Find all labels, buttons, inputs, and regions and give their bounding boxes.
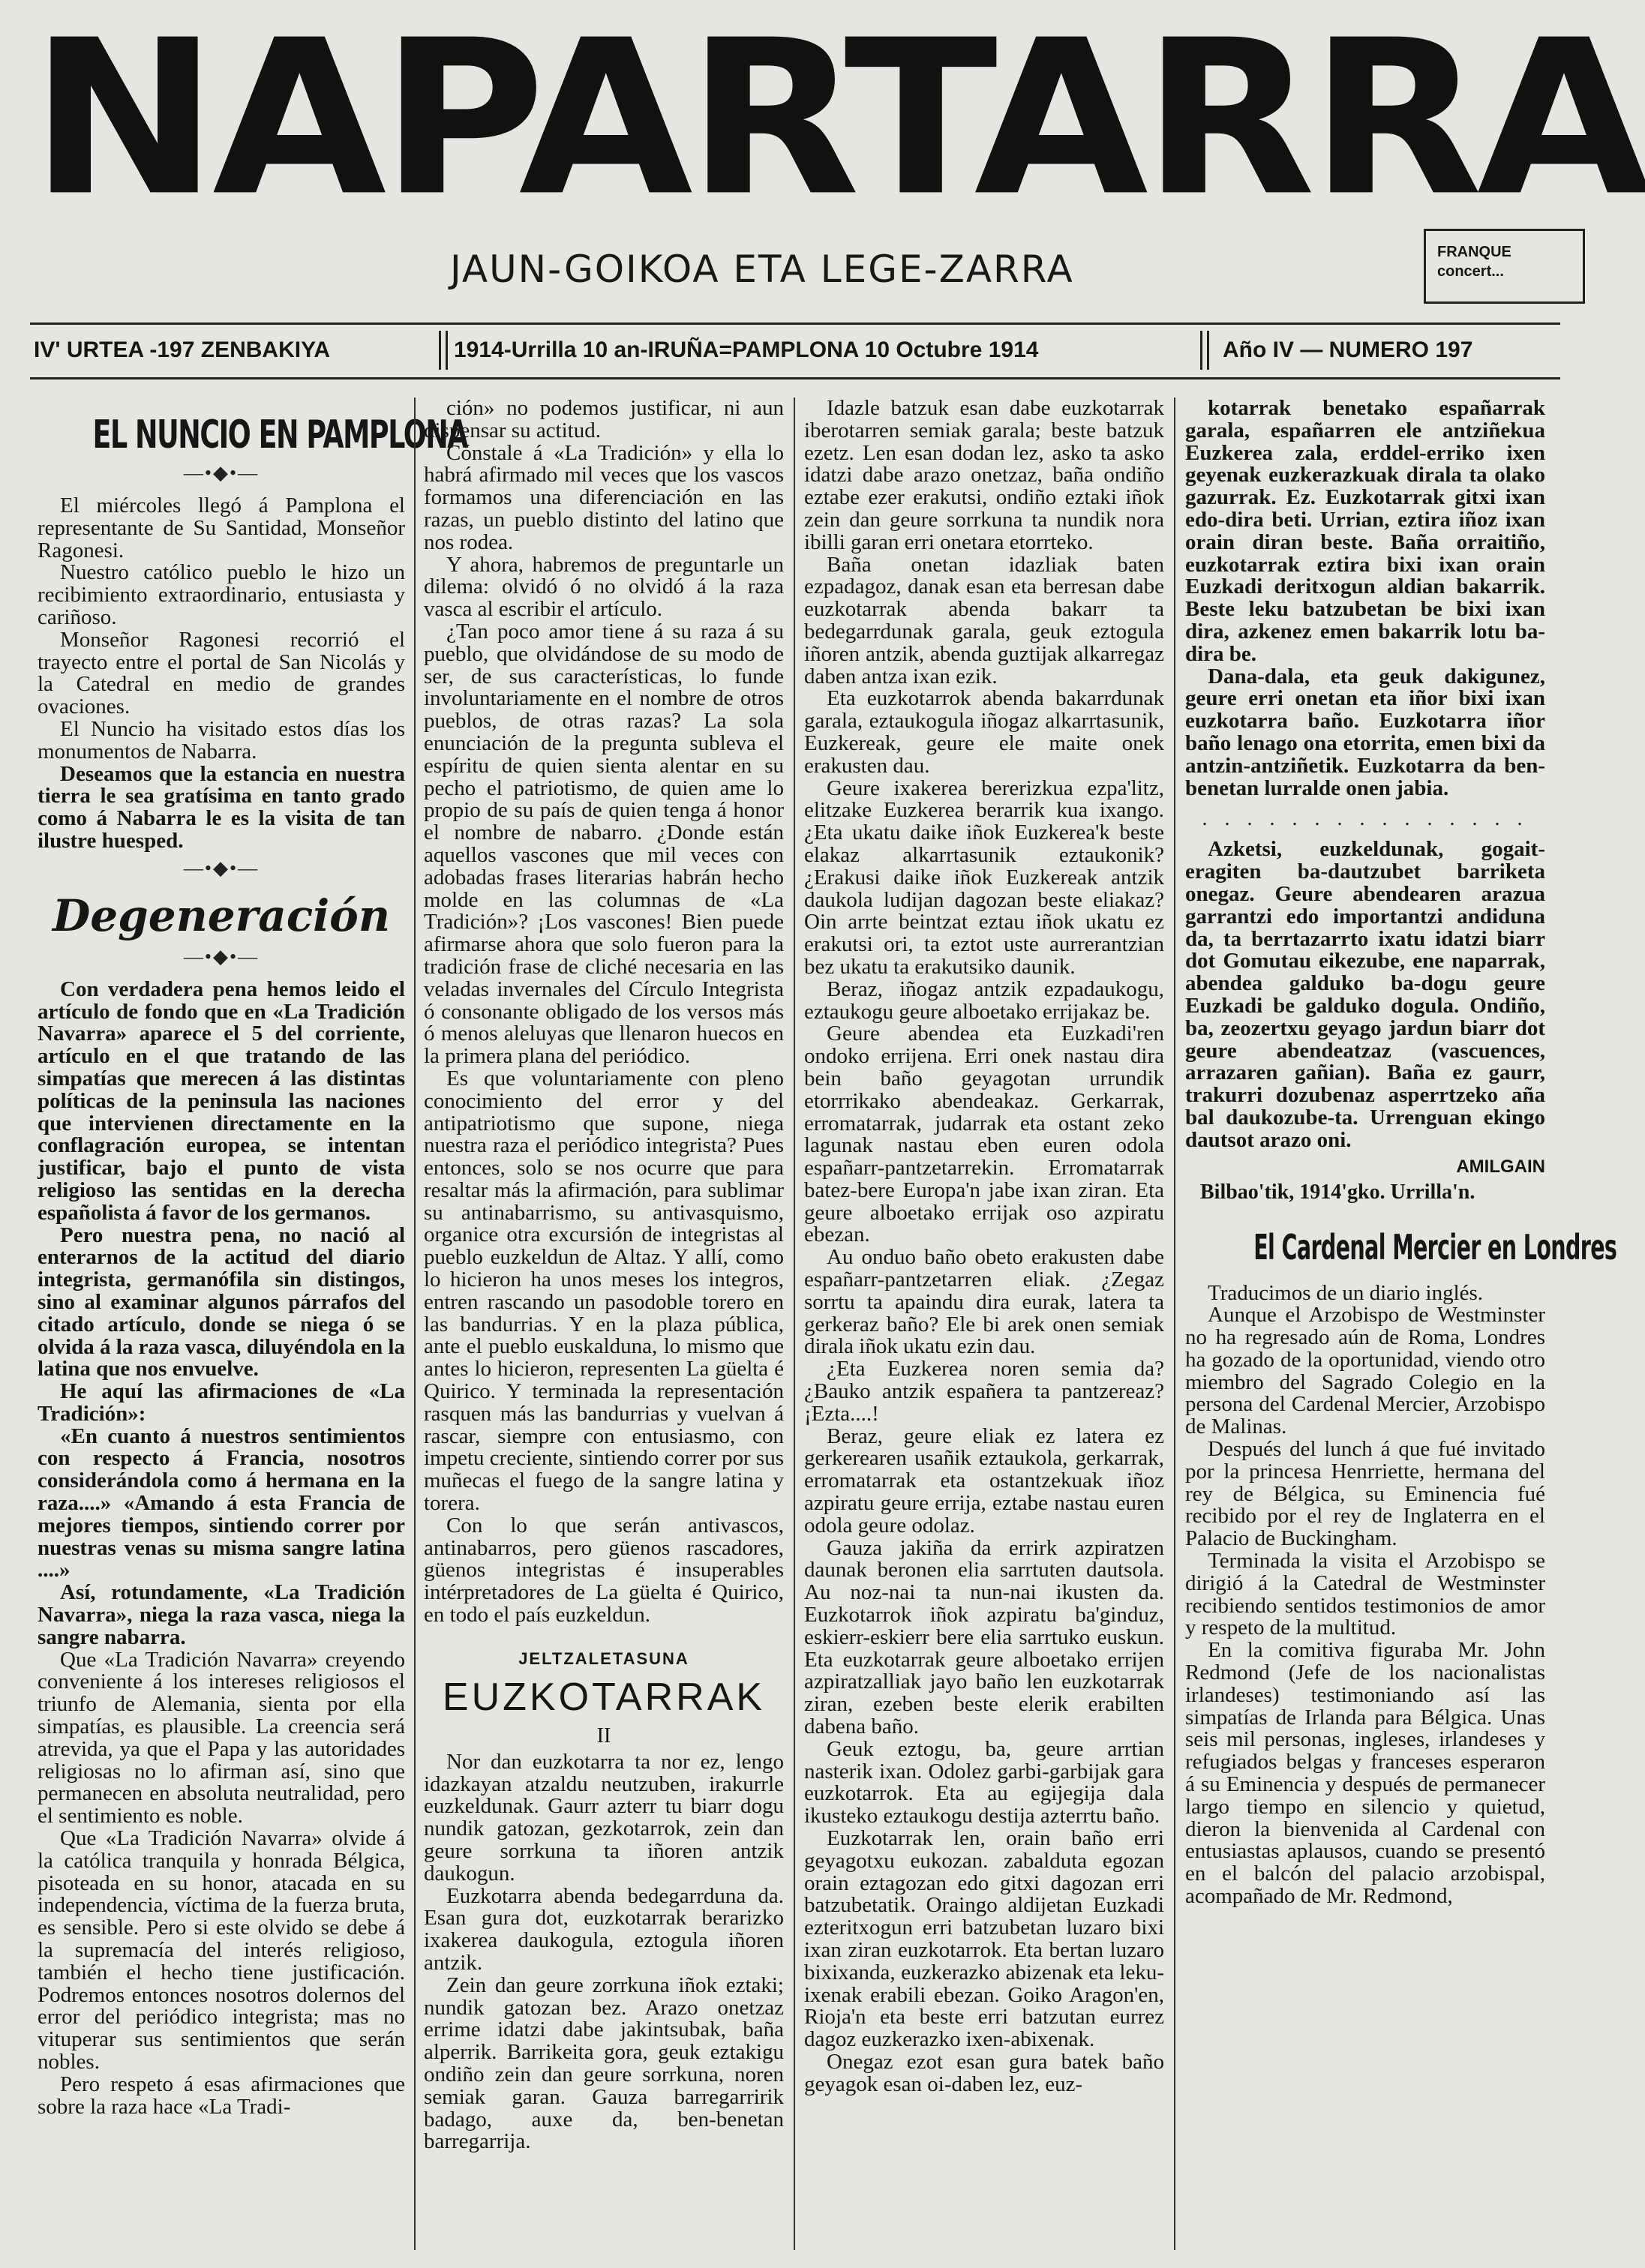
dotted-separator: . . . . . . . . . . . . . . .	[1202, 807, 1529, 831]
paragraph: Nuestro católico pueblo le hizo un recibimiento extraordinario, entusiasta y cariñoso.	[38, 560, 405, 629]
paragraph: ¿Tan poco amor tiene á su raza á su pueblo, que olvidándose de su modo de ser, de sus características, lo funde involuntariamente en el nombre de otros pueblos, de otras razas? La sola enunciación de la pregunta subleva el espíritu de quien sienta alentar en su pecho el patriotismo, de quien ame lo propio de su país de quien tenga á honor el nombre de nabarro. ¿Donde están aquellos vascones que mil veces con adobadas frases literarias habrán hecho molde en las columnas de «La Tradición»? ¡Los vascones! Bien puede afirmarse ahora que solo fueron para la tradición frase de cliché necesaria en las veladas invernales del Círculo Integrista ó consonante obligado de los versos más ó menos aleluyas que llenaron huecos en la primera plana del periódico.	[424, 619, 784, 1069]
dateline-divider	[1200, 331, 1209, 370]
paragraph: Onegaz ezot esan gura batek baño geyagok esan oi-daben lez, euz-	[804, 2049, 1164, 2096]
paragraph: Eta euzkotarrok abenda bakarrdunak garala, eztaukogula iñogaz alkarrtasunik, Euzkereak, geure ele maite onek erakusten dau.	[804, 686, 1164, 778]
paragraph: Es que voluntariamente con pleno conocimiento del error y del antipatriotismo que supone, niega nuestra raza el periódico integrista? Pues entonces, solo se nos ocurre que para resaltar más la afirmación, para sublimar su antinabarrismo, su antivasquismo, organice otra excursión de integristas al pueblo euzkeldun de Altaz. Y allí, como lo hicieron ha unos meses los integros, entren rascando un pasodoble torero en las bandurrias. Y en la plaza pública, ante el pueblo euskalduna, lo mismo que antes lo hicieron, representen La güelta é Quirico. Y terminada la representación rasquen más las bandurrias y vuelvan á rascar, siempre con entusiasmo, con impetu creciente, sintiendo correr por sus muñecas el fuego de la sangre latina y torera.	[424, 1066, 784, 1516]
paragraph: Después del lunch á que fué invitado por la princesa Henrriette, hermana del rey de Bélgica, su Eminencia fué recibido por el rey de Inglaterra en el Palacio de Buckingham.	[1185, 1437, 1545, 1551]
dateline-divider	[439, 331, 448, 370]
paragraph: Cónstale á «La Tradición» y ella lo habrá afirmado mil veces que los vascos formamos una diferenciación en las razas, un pueblo distinto del latino que nos rodea.	[424, 440, 784, 554]
paragraph: Geure abendea eta Euzkadi'ren ondoko errijena. Erri onek nastau dira bein baño geyagotan urrundik etorrrikako abendeakaz. Gerkarrak, erromatarrak, judarrak eta ostant zeko lagunak nastau eben euren odola españarr-pantzetarrekin. Erromatarrak batez-bere Europa'n jabe ixan ziran. Eta geure alboetako errijak oso azpiratu ebezan.	[804, 1022, 1164, 1247]
paragraph: Pero nuestra pena, no nació al enterarnos de la actitud del diario integrista, germanófila sin distingos, sino al examinar algunos párrafos del citado artículo, donde se niega ó se olvida á la raza vasca, diluyéndola en la latina que nos envuelve.	[38, 1222, 405, 1382]
author-signature: AMILGAIN	[1456, 1156, 1545, 1177]
dateline-issue-basque: IV' URTEA -197 ZENBAKIYA	[34, 338, 330, 362]
paragraph: Nor dan euzkotarra ta nor ez, lengo idazkayan atzaldu neutzuben, irakurrle euzkeldunak. Gaurr azterr tu biarr dogu nundik gatozan, gezkotarrok, zein dan geure sorrkuna ta iñoren antzik daukogun.	[424, 1749, 784, 1886]
paragraph: Geure ixakerea bererizkua ezpa'litz, elitzake Euzkerea berarrik kua ixango. ¿Eta ukatu daike iñok Euzkerea'k beste elakaz alkarrtasunik eztaukonik? ¿Erakusi daike iñok Euzkereak antzik daukola ludijan dagozan beste eliakaz? Oin arrte beintzat eztau iñok ukatu ez erakutsi ori, ta eztot uste aurrerantzian bez ukatu ta erakutsiko daunik.	[804, 776, 1164, 979]
dateline-issue-spanish: Año IV — NUMERO 197	[1223, 338, 1473, 362]
paragraph: Dana-dala, eta geuk dakigunez, geure erri onetan eta iñor bixi ixan euzkotarra baño. Euzkotarra iñor baño lenago ona etorrita, emen bixi da antzin-antziñetik. Euzkotarra da ben-benetan lurralde onen jabia.	[1185, 664, 1545, 800]
column-rule	[1174, 398, 1175, 2250]
paragraph: Baña onetan idazliak baten ezpadagoz, danak esan eta berresan dabe euzkotarrak abenda bakarr ta bedegarrdunak garala, geuk eztogula iñoren antzik, abenda guztijak alkarregaz daben antza ixan ezik.	[804, 552, 1164, 688]
column-3	[804, 398, 1164, 2250]
headline-degeneracion: Degeneración	[52, 890, 391, 941]
paragraph: El Nuncio ha visitado estos días los monumentos de Nabarra.	[38, 716, 405, 764]
section-kicker: JELTZALETASUNA	[518, 1648, 689, 1668]
masthead-title: NAPARTARRA	[30, 0, 1645, 243]
paragraph: ¿Eta Euzkerea noren semia da? ¿Bauko antzik españera ta pantzereaz? ¡Ezta....!	[804, 1357, 1164, 1426]
column-4	[1185, 396, 1617, 2250]
dateline-bar	[30, 322, 1560, 380]
paragraph: Con verdadera pena hemos leido el artículo de fondo que en «La Tradición Navarra» aparece el 5 del corriente, artículo en el que tratando de las simpatías que merecen á las distintas políticas de la peninsula las naciones que intervienen directamente en la conflagración europea, se intentan justificar, bajo el punto de vista religioso las sentidas en la derecha españolista á favor de los germanos.	[38, 976, 405, 1225]
column-rule	[414, 398, 416, 2250]
ornament: —•◆•—	[183, 462, 260, 484]
paragraph: Que «La Tradición Navarra» olvide á la católica tranquila y honrada Bélgica, pisoteada en su honor, atacada en su independencia, víctima de la fuerza bruta, es sensible. Pero si este olvido se debe á la supremacía del interés religioso, también el hecho tiene justificación. Podremos entonces nosotros dolernos del error del periódico integrista; mas no vituperar sus sentimientos que serán nobles.	[38, 1826, 405, 2074]
paragraph: kotarrak benetako españarrak garala, españarren ele antziñekua Euzkerea zala, erddel-erriko ixen geyenak euzkerazkuak dirala ta olako gazurrak. Ez. Euzkotarrak gitxi ixan edo-dira beti. Urrian, eztira iñoz ixan orain diran beste. Baña orraitiño, euzkotarrak eztira bixi ixan orain Euzkadi deritxogun aldian bakarrik. Beste leku batzubetan be bixi ixan dira, azkenez emen bakarrik lotu ba-dira be.	[1185, 396, 1545, 666]
paragraph: Gauza jakiña da errirk azpiratzen daunak beronen elia sarrtuten dautsola. Au noz-nai ta nun-nai ikusten da. Euzkotarrok iñok azpiratu ba'ginduz, eskierr-eskierr bere elia sarrtuko euskun. Eta euzkotarrak geure alboetako errijen azpiratzalliak jayo baño len euzkotarrak ziran, ezeben beste elerik erabilten dabena baño.	[804, 1535, 1164, 1739]
paragraph: Euzkotarra abenda bedegarrduna da. Esan gura dot, euzkotarrak berarizko ixakerea daukogula, eztogula iñoren antzik.	[424, 1883, 784, 1975]
paragraph: He aquí las afirmaciones de «La Tradición»:	[38, 1379, 405, 1426]
paragraph: Terminada la visita el Arzobispo se dirigió á la Catedral de Westminster recibiendo sentidos testimonios de amor y respeto de la multitud.	[1185, 1549, 1545, 1640]
paragraph: ción» no podemos justificar, ni aun dispensar su actitud.	[424, 396, 784, 442]
paragraph: Con lo que serán antivascos, antinabarros, pero güenos rascadores, güenos integristas é insuperables intérpretadores de La güelta é Quirico, en todo el país euzkeldun.	[424, 1513, 784, 1628]
paragraph: Au onduo baño obeto erakusten dabe españarr-pantzetarren eliak. ¿Zegaz sorrtu ta apaindu dira eurak, latera ta gerkeraz baño? Ele bi arek onen semiak dirala iñok ukatu ezin dau.	[804, 1245, 1164, 1359]
paragraph: El miércoles llegó á Pamplona el representante de Su Santidad, Monseñor Ragonesi.	[38, 494, 405, 562]
column-2	[424, 398, 784, 2250]
paragraph: Así, rotundamente, «La Tradición Navarra», niega la raza vasca, niega la sangre nabarra.	[38, 1580, 405, 1649]
ornament: —•◆•—	[183, 856, 260, 879]
paragraph: Zein dan geure zorrkuna iñok eztaki; nundik gatozan bez. Arazo onetzaz errime idatzi dabe jakintsubak, baña alperrik. Barrikeita gora, geuk eztakigu ondiño zein dan geure sorrkuna, noren semiak garan. Gauza barregarririk badago, auxe da, ben-benetan barregarrija.	[424, 1972, 784, 2154]
paragraph: «En cuanto á nuestros sentimientos con respecto á Francia, nosotros considerándola como á hermana en la raza....» «Amando á esta Francia de mejores tiempos, sintiendo correr por nuestras venas su misma sangre latina ....»	[38, 1424, 405, 1582]
paragraph: Azketsi, euzkeldunak, gogait-eragiten ba-dautzubet barriketa onegaz. Geure abendearen arazua garrantzi edo importantzi andiduna da, ta berrtazarrto ixatu idatzi biarr dot Gomutau eikezube, ene naparrak, abendea galduko ba-dogu geure Euzkadi be galduko dogula. Ondiño, ba, zeozertxu geyago jardun biarr dot geure abendeatzaz (vascuences, arrazaren gañian). Baña ez gaurr, trakurri dozubenaz asperrtzeko aña bal daukozube-ta. Urrenguan ekingo dautsot arazo oni.	[1185, 837, 1545, 1152]
paragraph: Idazle batzuk esan dabe euzkotarrak iberotarren semiak garala; beste batzuk ezetz. Len esan dodan lez, asko ta asko idatzi dabe arazo onetzaz, baña ondiño eztabe ezer erakutsi, ondiño eztaki iñok zein dan geure sorrkuna ta nundik nora ibilli garan erri onetara etorrteko.	[804, 396, 1164, 554]
paragraph: Deseamos que la estancia en nuestra tierra le sea gratísima en tanto grado como á Nabarra le es la visita de tan ilustre huesped.	[38, 761, 405, 853]
masthead-motto: JAUN-GOIKOA ETA LEGE-ZARRA	[450, 248, 1074, 291]
part-number: II	[596, 1724, 611, 1748]
paragraph: En la comitiva figuraba Mr. John Redmond (Jefe de los nacionalistas irlandeses) testimoniando así las simpatías de Irlanda para Bélgica. Unas seis mil personas, ingleses, irlandeses y refugiados belgas y franceses esperaron á su Eminencia y después de permanecer largo tiempo en silencio y quietud, dieron la bienvenida al Cardenal con entusiastas aplausos, cuando se presentó en el balcón del palacio arzobispal, acompañado de Mr. Redmond,	[1185, 1638, 1545, 1909]
paragraph: Pero respeto á esas afirmaciones que sobre la raza hace «La Tradi-	[38, 2072, 405, 2119]
ornament: —•◆•—	[183, 945, 260, 968]
headline-euzkotarrak: EUZKOTARRAK	[442, 1675, 766, 1719]
paragraph: Monseñor Ragonesi recorrió el trayecto entre el portal de San Nicolás y la Catedral en medio de grandes ovaciones.	[38, 627, 405, 719]
franqueo-box: FRANQUE concert...	[1424, 229, 1585, 304]
paragraph: Y ahora, habremos de preguntarle un dilema: olvidó ó no olvidó á la raza vasca al escribir el artículo.	[424, 552, 784, 622]
column-1	[38, 398, 468, 2250]
dateline-date: 1914-Urrilla 10 an-IRUÑA=PAMPLONA 10 Octubre 1914	[454, 338, 1039, 362]
place-date: Bilbao'tik, 1914'gko. Urrilla'n.	[1200, 1180, 1475, 1204]
paragraph: Euzkotarrak len, orain baño erri geyagotxu eukozan. zabalduta egozan orain eztagozan edo gitxi dagozan erri batzubetatik. Oraingo aldijetan Euzkadi ezteritxogun erri batzubetan luzaro bixi ixan ziran euzkotarrok. Eta bertan luzaro bixixanda, euzkerazko abizenak eta leku-ixenak erabili ebezan. Goiko Aragon'en, Rioja'n eta beste erri batzutan eurrez dagoz euzkerazko ixen-abixenak.	[804, 1826, 1164, 2052]
paragraph: Beraz, geure eliak ez latera ez gerkerearen usañik eztaukola, gerkarrak, erromatarrak eta ostantzekuak iñoz azpiratu geure errija, eztabe nastau euren odola geure odolaz.	[804, 1424, 1164, 1538]
paragraph: Aunque el Arzobispo de Westminster no ha regresado aún de Roma, Londres ha gozado de la oportunidad, viendo otro miembro del Sagrado Colegio en la persona del Cardenal Mercier, Arzobispo de Malinas.	[1185, 1303, 1545, 1439]
column-rule	[794, 398, 795, 2250]
paragraph: Geuk eztogu, ba, geure arrtian nasterik ixan. Odolez garbi-garbijak gara euzkotarrok. Eta au egijegija dala ikusteko eztaukogu destija azterrtu baño.	[804, 1736, 1164, 1828]
paragraph: Que «La Tradición Navarra» creyendo conveniente á los intereses religiosos el triunfo de Alemania, sienta por ella simpatías, es plausible. La creencia será atrevida, ya que el Papa y las autoridades religiosas no lo afirman así, sino que permanecen en absoluta neutralidad, pero el sentimiento es noble.	[38, 1647, 405, 1828]
headline-cardenal: El Cardenal Mercier en Londres	[1253, 1226, 1617, 1268]
paragraph: Traducimos de un diario inglés.	[1208, 1280, 1484, 1305]
paragraph: Beraz, iñogaz antzik ezpadaukogu, eztaukogu geure alboetako errijakaz be.	[804, 976, 1164, 1024]
headline-nuncio: EL NUNCIO EN PAMPLONA	[92, 412, 468, 458]
